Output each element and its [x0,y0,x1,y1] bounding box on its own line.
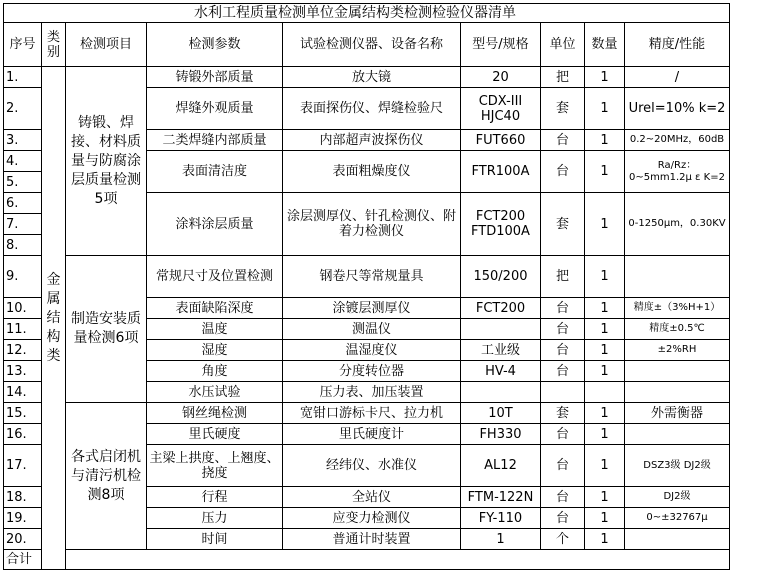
row-qty: 1 [585,88,625,130]
group-cell: 制造安装质量检测6项 [66,256,147,403]
row-precision [625,256,730,298]
row-precision: DJ2级 [625,487,730,508]
row-instrument: 压力表、加压装置 [283,382,461,403]
row-qty: 1 [585,424,625,445]
row-unit: 台 [541,361,585,382]
header-no: 序号 [4,23,42,67]
row-no: 14. [4,382,42,403]
row-model: FY-110 [461,508,541,529]
row-precision: ±2%RH [625,340,730,361]
row-model: 工业级 [461,340,541,361]
row-no: 1. [4,67,42,88]
row-model: FCT200 [461,298,541,319]
row-qty: 1 [585,508,625,529]
row-precision [625,361,730,382]
row-precision: DSZ3级 DJ2级 [625,445,730,487]
row-unit: 台 [541,298,585,319]
row-model: FTM-122N [461,487,541,508]
header-instrument: 试验检测仪器、设备名称 [283,23,461,67]
row-qty: 1 [585,403,625,424]
row-unit: 台 [541,445,585,487]
row-param: 时间 [147,529,283,550]
row-qty: 1 [585,445,625,487]
row-instrument: 钢卷尺等常规量具 [283,256,461,298]
row-instrument: 表面探伤仪、焊缝检验尺 [283,88,461,130]
row-instrument: 温湿度仪 [283,340,461,361]
row-qty: 1 [585,151,625,193]
row-instrument: 经纬仪、水准仪 [283,445,461,487]
row-instrument: 涂层测厚仪、针孔检测仪、附着力检测仪 [283,193,461,256]
row-qty: 1 [585,340,625,361]
row-unit: 台 [541,319,585,340]
row-unit: 把 [541,67,585,88]
table-row [4,403,730,424]
row-precision: 0.2~20MHz，60dB [625,130,730,151]
row-model: FH330 [461,424,541,445]
row-model: FCT200 FTD100A [461,193,541,256]
row-param: 行程 [147,487,283,508]
row-qty: 1 [585,487,625,508]
row-instrument: 放大镜 [283,67,461,88]
row-no: 8. [4,235,42,256]
row-no: 5. [4,172,42,193]
row-precision: 精度±（3%H+1） [625,298,730,319]
row-instrument: 表面粗燥度仪 [283,151,461,193]
row-param: 角度 [147,361,283,382]
row-param: 里氏硬度 [147,424,283,445]
total-row [4,550,730,570]
row-instrument: 宽钳口游标卡尺、拉力机 [283,403,461,424]
row-instrument: 应变力检测仪 [283,508,461,529]
row-qty: 1 [585,319,625,340]
row-model: FUT660 [461,130,541,151]
header-model: 型号/规格 [461,23,541,67]
row-precision: 0~±32767μ [625,508,730,529]
row-precision [625,529,730,550]
row-qty: 1 [585,67,625,88]
row-model [461,319,541,340]
row-no: 18. [4,487,42,508]
total-value [66,550,730,570]
row-no: 4. [4,151,42,172]
row-no: 15. [4,403,42,424]
table-row [4,256,730,298]
row-precision: Ra/Rz：0~5mm1.2μ ε K=2 [625,151,730,193]
row-param: 主梁上拱度、上翘度、挠度 [147,445,283,487]
row-precision [625,424,730,445]
header-category: 类别 [42,23,66,67]
table-row [4,67,730,88]
row-unit: 台 [541,424,585,445]
row-no: 17. [4,445,42,487]
row-precision [625,382,730,403]
row-unit: 台 [541,151,585,193]
row-unit: 台 [541,508,585,529]
row-precision: Urel=10% k=2 [625,88,730,130]
table-title: 水利工程质量检测单位金属结构类检测检验仪器清单 [4,4,730,23]
row-instrument: 普通计时装置 [283,529,461,550]
header-precision: 精度/性能 [625,23,730,67]
group-cell: 铸锻、焊接、材料质量与防腐涂层质量检测5项 [66,67,147,256]
row-instrument: 测温仪 [283,319,461,340]
header-param: 检测参数 [147,23,283,67]
row-instrument: 内部超声波探伤仪 [283,130,461,151]
row-unit: 台 [541,487,585,508]
row-no: 12. [4,340,42,361]
row-no: 20. [4,529,42,550]
row-model: FTR100A [461,151,541,193]
row-model: 20 [461,67,541,88]
row-param: 焊缝外观质量 [147,88,283,130]
row-no: 10. [4,298,42,319]
row-param: 水压试验 [147,382,283,403]
row-qty: 1 [585,529,625,550]
row-unit: 套 [541,403,585,424]
row-unit [541,382,585,403]
total-label: 合计 [4,550,42,570]
group-cell: 各式启闭机与清污机检测8项 [66,403,147,550]
row-no: 19. [4,508,42,529]
row-precision: 外需衡器 [625,403,730,424]
row-model: 150/200 [461,256,541,298]
row-no: 11. [4,319,42,340]
instrument-table [3,3,730,570]
category-cell: 金属结构类 [42,67,66,570]
row-qty: 1 [585,298,625,319]
row-instrument: 分度转位器 [283,361,461,382]
row-model: CDX-III HJC40 [461,88,541,130]
row-precision: / [625,67,730,88]
row-unit: 个 [541,529,585,550]
row-unit: 台 [541,340,585,361]
header-unit: 单位 [541,23,585,67]
instrument-list-sheet [3,3,730,570]
row-param: 钢丝绳检测 [147,403,283,424]
row-param: 表面清洁度 [147,151,283,193]
row-model: 10T [461,403,541,424]
row-no: 9. [4,256,42,298]
row-param: 二类焊缝内部质量 [147,130,283,151]
row-no: 6. [4,193,42,214]
row-param: 常规尺寸及位置检测 [147,256,283,298]
row-unit: 台 [541,130,585,151]
header-item: 检测项目 [66,23,147,67]
row-no: 16. [4,424,42,445]
row-qty: 1 [585,361,625,382]
row-param: 表面缺陷深度 [147,298,283,319]
row-precision: 精度±0.5℃ [625,319,730,340]
row-model: 1 [461,529,541,550]
row-qty [585,382,625,403]
row-qty: 1 [585,130,625,151]
row-qty: 1 [585,256,625,298]
row-instrument: 全站仪 [283,487,461,508]
row-param: 温度 [147,319,283,340]
row-no: 2. [4,88,42,130]
row-param: 铸锻外部质量 [147,67,283,88]
row-no: 7. [4,214,42,235]
row-unit: 套 [541,193,585,256]
row-model: HV-4 [461,361,541,382]
row-model: AL12 [461,445,541,487]
row-param: 涂料涂层质量 [147,193,283,256]
row-no: 3. [4,130,42,151]
row-model [461,382,541,403]
row-param: 湿度 [147,340,283,361]
row-instrument: 里氏硬度计 [283,424,461,445]
row-instrument: 涂镀层测厚仪 [283,298,461,319]
row-unit: 套 [541,88,585,130]
row-qty: 1 [585,193,625,256]
row-unit: 把 [541,256,585,298]
row-param: 压力 [147,508,283,529]
header-qty: 数量 [585,23,625,67]
row-precision: 0-1250μm，0.30KV [625,193,730,256]
row-no: 13. [4,361,42,382]
